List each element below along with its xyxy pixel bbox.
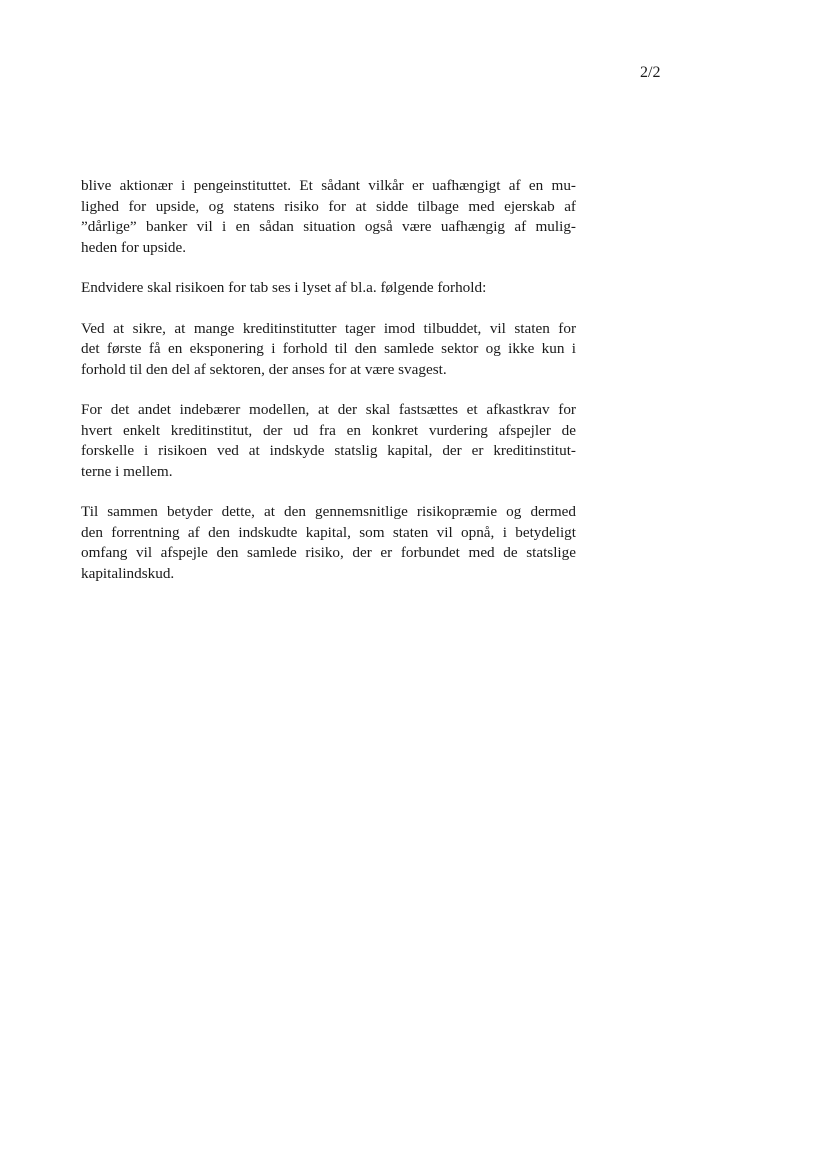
text-line: hvert enkelt kreditinstitut, der ud fra en konkret vurdering afspejler de bbox=[81, 421, 576, 439]
paragraph-3 bbox=[81, 319, 576, 381]
document-body bbox=[81, 176, 576, 604]
paragraph-5 bbox=[81, 502, 576, 584]
text-line: Til sammen betyder dette, at den gennemsnitlige risikopræmie og dermed bbox=[81, 503, 576, 520]
text-line: terne i mellem. bbox=[81, 462, 173, 480]
text-line: heden for upside. bbox=[81, 238, 187, 256]
paragraph-4 bbox=[81, 400, 576, 482]
paragraph-1 bbox=[81, 176, 576, 258]
text-line: forskelle i risikoen ved at indskyde statslig kapital, der er kreditinstitut- bbox=[81, 442, 576, 459]
text-line: den forrentning af den indskudte kapital, som staten vil opnå, i betydeligt bbox=[81, 523, 576, 541]
text-line: kapitalindskud. bbox=[81, 564, 175, 582]
text-line: omfang vil afspejle den samlede risiko, der er forbundet med de statslige bbox=[81, 544, 576, 561]
text-line: blive aktionær i pengeinstituttet. Et sådant vilkår er uafhængigt af en mu- bbox=[81, 177, 576, 194]
text-line: ”dårlige” banker vil i en sådan situation også være uafhængig af mulig- bbox=[81, 218, 576, 235]
paragraph-2 bbox=[81, 278, 576, 299]
text-line: det første få en eksponering i forhold til den samlede sektor og ikke kun i bbox=[81, 340, 576, 357]
text-line: For det andet indebærer modellen, at der skal fastsættes et afkastkrav for bbox=[81, 401, 576, 418]
text-line: lighed for upside, og statens risiko for at sidde tilbage med ejerskab af bbox=[81, 197, 576, 215]
text-line: forhold til den del af sektoren, der anses for at være svagest. bbox=[81, 360, 447, 378]
page-number: 2/2 bbox=[640, 64, 661, 81]
text-line: Ved at sikre, at mange kreditinstitutter tager imod tilbuddet, vil staten for bbox=[81, 319, 576, 337]
text-line: Endvidere skal risikoen for tab ses i lyset af bl.a. følgende forhold: bbox=[81, 279, 487, 296]
